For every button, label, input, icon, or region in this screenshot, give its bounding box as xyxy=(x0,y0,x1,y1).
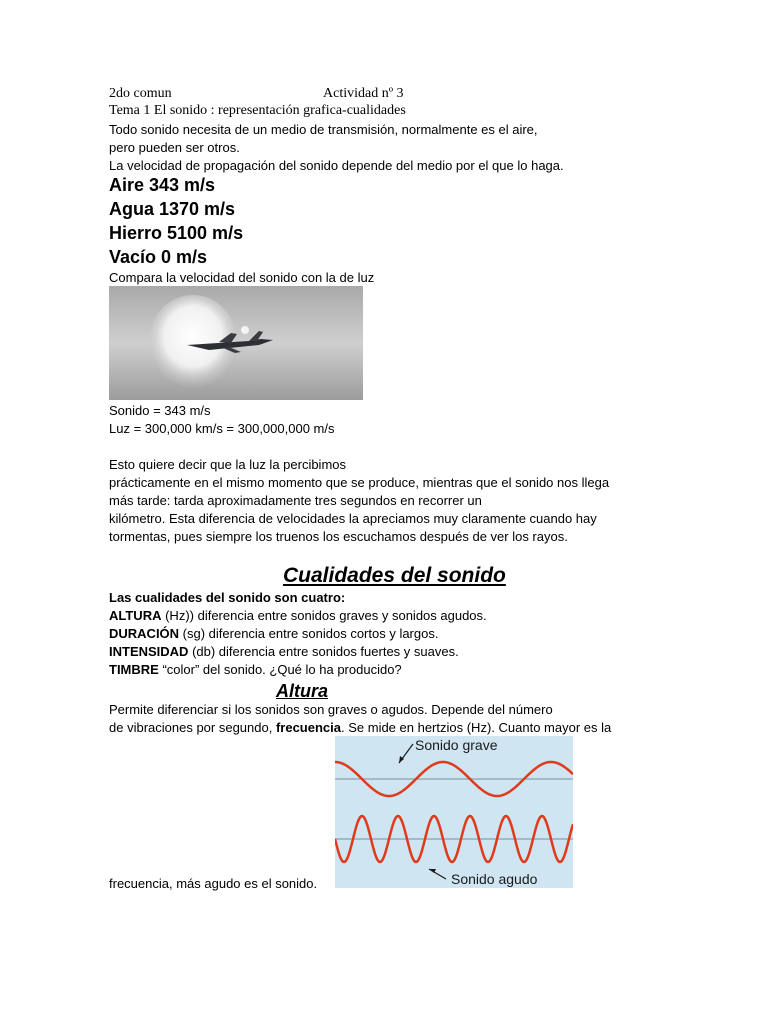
altura-title: Altura xyxy=(276,681,329,701)
altura-line-2 xyxy=(109,720,611,735)
quality-altura xyxy=(109,608,487,623)
quality-desc: “color” del sonido. ¿Qué lo ha producido? xyxy=(158,662,402,677)
altura-line-2-pre: de vibraciones por segundo, xyxy=(109,720,276,735)
quality-duracion xyxy=(109,626,438,641)
qualities-intro: Las cualidades del sonido son cuatro: xyxy=(109,590,346,605)
altura-line-2-post: . Se mide en hertzios (Hz). Cuanto mayor es la xyxy=(341,720,612,735)
jet-sonic-boom-photo xyxy=(109,286,363,400)
intro-line-3: La velocidad de propagación del sonido depende del medio por el que lo haga. xyxy=(109,158,564,173)
qualities-title: Cualidades del sonido xyxy=(283,564,506,587)
speed-water: Agua 1370 m/s xyxy=(109,199,236,219)
label-sonido-grave: Sonido grave xyxy=(415,737,498,753)
speed-iron: Hierro 5100 m/s xyxy=(109,223,244,243)
header-topic: Tema 1 El sonido : representación grafica-cualidades xyxy=(109,103,406,118)
wave-frequency-figure xyxy=(335,736,573,888)
figure-background xyxy=(335,736,573,888)
altura-line-2-bold: frecuencia xyxy=(275,720,341,735)
light-speed: Luz = 300,000 km/s = 300,000,000 m/s xyxy=(109,421,335,436)
header-course: 2do comun xyxy=(109,86,172,101)
altura-line-3: frecuencia, más agudo es el sonido. xyxy=(109,876,318,891)
explanation-line-5: tormentas, pues siempre los truenos los escuchamos después de ver los rayos. xyxy=(109,529,568,544)
explanation-line-3: más tarde: tarda aproximadamente tres segundos en recorrer un xyxy=(109,493,482,508)
speed-vacuum: Vacío 0 m/s xyxy=(109,247,208,267)
quality-term: INTENSIDAD xyxy=(109,644,189,659)
quality-desc: (db) diferencia entre sonidos fuertes y suaves. xyxy=(188,644,459,659)
label-sonido-agudo: Sonido agudo xyxy=(451,871,538,887)
explanation-line-1: Esto quiere decir que la luz la percibimos xyxy=(109,457,347,472)
speed-air: Aire 343 m/s xyxy=(109,175,216,195)
quality-desc: (Hz)) diferencia entre sonidos graves y sonidos agudos. xyxy=(161,608,487,623)
explanation-line-4: kilómetro. Esta diferencia de velocidades la apreciamos muy claramente cuando hay xyxy=(109,511,597,526)
header-activity: Actividad nº 3 xyxy=(323,86,404,101)
compare-prompt: Compara la velocidad del sonido con la de luz xyxy=(109,270,375,285)
explanation-line-2: prácticamente en el mismo momento que se produce, mientras que el sonido nos llega xyxy=(109,475,610,490)
quality-timbre xyxy=(109,662,402,677)
intro-line-1: Todo sonido necesita de un medio de transmisión, normalmente es el aire, xyxy=(109,122,538,137)
altura-line-1: Permite diferenciar si los sonidos son graves o agudos. Depende del número xyxy=(109,702,553,717)
quality-term: DURACIÓN xyxy=(109,626,180,641)
quality-term: TIMBRE xyxy=(109,662,159,677)
intro-line-2: pero pueden ser otros. xyxy=(109,140,240,155)
quality-intensidad xyxy=(109,644,459,659)
quality-desc: (sg) diferencia entre sonidos cortos y largos. xyxy=(179,626,439,641)
quality-term: ALTURA xyxy=(109,608,162,623)
sound-speed: Sonido = 343 m/s xyxy=(109,403,211,418)
